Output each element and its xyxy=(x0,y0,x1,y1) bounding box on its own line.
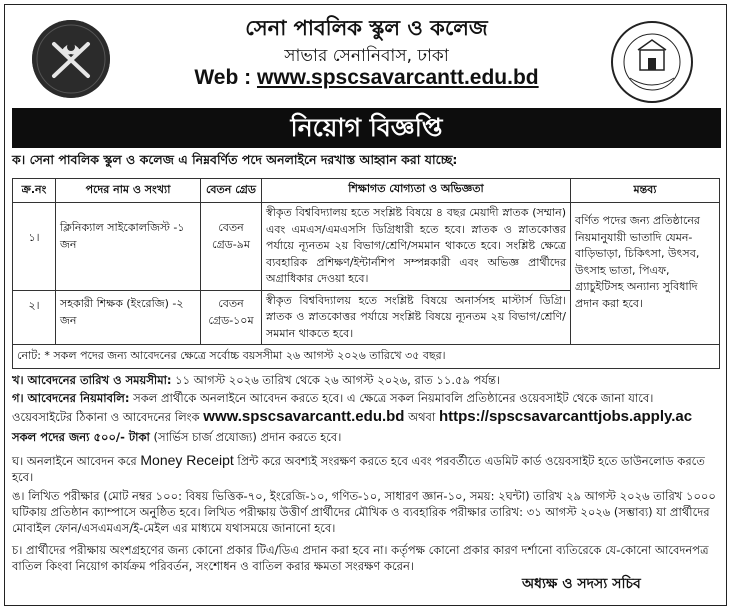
row-serial: ১। xyxy=(13,203,56,291)
row-grade: বেতন গ্রেড-১০ম xyxy=(201,290,262,345)
note-text: * সকল পদের জন্য আবেদনের ক্ষেত্রে সর্বোচ্চ বয়সসীমা ২৬ আগস্ট ২০২৬ তারিখে ৩৫ বছর। xyxy=(40,349,446,362)
row-grade: বেতন গ্রেড-৯ম xyxy=(201,203,262,291)
col-header-remarks: মন্তব্য xyxy=(571,179,720,203)
intro-text: ক। সেনা পাবলিক স্কুল ও কলেজ এ নিম্নবর্ণিত পদে অনলাইনে দরখাস্ত আহ্বান করা যাচ্ছে: xyxy=(12,152,458,167)
rules-text: সকল প্রার্থীকে অনলাইনে আবেদন করতে হবে। এ ক্ষেত্রে সকল নিয়মাবলি প্রতিষ্ঠানের ওয়েবসাইট থেকে জানা যাবে। xyxy=(129,391,654,405)
header xyxy=(0,0,733,106)
table-row xyxy=(13,203,720,291)
links-prefix: ওয়েবসাইটের ঠিকানা ও আবেদনের লিংক xyxy=(12,410,204,424)
website-link[interactable]: www.spscsavarcantt.edu.bd xyxy=(256,66,539,89)
school-logo xyxy=(610,20,694,104)
application-links xyxy=(12,409,720,425)
col-header-post: পদের নাম ও সংখ্যা xyxy=(56,179,201,203)
receipt-term: Money Receipt xyxy=(140,452,234,468)
application-rules xyxy=(12,390,720,406)
note-row xyxy=(13,345,720,369)
remarks-cell: বর্ণিত পদের জন্য প্রতিষ্ঠানের নিয়মানুযায়ী ভাতাদি যেমন- বাড়িভাড়া, চিকিৎসা, উৎসব, উৎসাহ ভাতা, পিএফ, গ্র্যাচুইটিসহ অন্যান্য সুবিধাদি প্রদান করা হবে। xyxy=(571,203,720,345)
col-header-qualification: শিক্ষাগত যোগ্যতা ও অভিজ্ঞতা xyxy=(262,179,571,203)
money-receipt-instruction xyxy=(12,452,720,485)
website-link-body[interactable]: www.spscsavarcantt.edu.bd xyxy=(203,408,405,425)
apply-link[interactable]: https://spscsavarcanttjobs.apply.ac xyxy=(438,408,693,425)
posts-table xyxy=(12,178,720,369)
col-header-grade: বেতন গ্রেড xyxy=(201,179,262,203)
row-serial: ২। xyxy=(13,290,56,345)
note-label: নোট: xyxy=(17,349,41,362)
links-or: অথবা xyxy=(404,410,439,424)
web-label: Web : xyxy=(194,66,257,89)
row-qualification: স্বীকৃত বিশ্ববিদ্যালয় হতে সংশ্লিষ্ট বিষয়ে অনার্সসহ মাস্টার্স ডিগ্রি। স্নাতক ও স্নাতকোত্তর পর্যায়ে সংশ্লিষ্ট বিষয়ে ন্যূনতম ২য় বিভাগ/শ্রেণি/সমমান থাকতে হবে। xyxy=(262,290,571,345)
col-header-serial: ক্র.নং xyxy=(13,179,56,203)
deadline-label: খ। আবেদনের তারিখ ও সময়সীমা: xyxy=(12,373,172,387)
row-post-name: ক্লিনিক্যাল সাইকোলজিস্ট -১ জন xyxy=(56,203,201,291)
row-qualification: স্বীকৃত বিশ্ববিদ্যালয় হতে সংশ্লিষ্ট বিষয়ে ৪ বছর মেয়াদী স্নাতক (সম্মান) এবং এমএস/এমএসসি ডিগ্রিধারী হতে হবে। স্নাতক ও স্নাতকোত্তর পর্যায়ে ন্যূনতম ২য় বিভাগ/শ্রেণি/সমমান থাকতে হবে। সংশ্লিষ্ট ক্ষেত্রে ব্যবহারিক প্রশিক্ষণ/ইন্টার্নশিপ সম্পন্নকারী এবং অভিজ্ঞ প্রার্থীদের অগ্রাধিকার দেওয়া হবে। xyxy=(262,203,571,291)
notice-banner: নিয়োগ বিজ্ঞপ্তি xyxy=(12,108,721,148)
exam-schedule: ঙ। লিখিত পরীক্ষার (মোট নম্বর ১০০: বিষয় ভিত্তিক-৭০, ইংরেজি-১০, গণিত-১০, সাধারণ জ্ঞান-১০, সময়: ২ঘন্টা) তারিখ ২৯ আগস্ট ২০২৬ তারিখ ১০০০ ঘটিকায় প্রতিষ্ঠান ক্যাম্পাসে অনুষ্ঠিত হবে। লিখিত পরীক্ষায় উত্তীর্ণ প্রার্থীদের মৌখিক ও ব্যবহারিক পরীক্ষার তারিখ: ৩১ আগস্ট ২০২৬ (সম্ভাব্য) যা প্রার্থীদের মোবাইল ফোন/এসএমএস/ই-মেইল এর মাধ্যমে যথাসময়ে জানানো হবে। xyxy=(12,489,716,535)
receipt-suffix: প্রিন্ট করে অবশ্যই সংরক্ষণ করতে হবে এবং পরবর্তীতে এডমিট কার্ড ওয়েবসাইট হতে ডাউনলোড করতে হবে। xyxy=(12,454,705,484)
table-header-row xyxy=(13,179,720,203)
fee-amount: সকল পদের জন্য ৫০০/- টাকা xyxy=(12,430,150,444)
terms-conditions: চ। প্রার্থীদের পরীক্ষায় অংশগ্রহণের জন্য কোনো প্রকার টিএ/ডিএ প্রদান করা হবে না। কর্তৃপক্ষ কোনো প্রকার কারণ দর্শানো ব্যতিরেকে যে-কোনো আবেদনপত্র বাতিল কিংবা নিয়োগ কার্যক্রম পরিবর্তন, সংশোধন ও বাতিল করার ক্ষমতা সংরক্ষণ করেন। xyxy=(12,543,709,573)
note-cell xyxy=(13,345,720,369)
institution-name: সেনা পাবলিক স্কুল ও কলেজ xyxy=(245,16,488,40)
application-deadline xyxy=(12,372,720,388)
institution-address: সাভার সেনানিবাস, ঢাকা xyxy=(284,46,449,66)
rules-label: গ। আবেদনের নিয়মাবলি: xyxy=(12,391,130,405)
row-post-name: সহকারী শিক্ষক (ইংরেজি) -২ জন xyxy=(56,290,201,345)
application-fee xyxy=(12,429,720,445)
fee-note: (সার্ভিস চার্জ প্রযোজ্য) প্রদান করতে হবে। xyxy=(149,430,342,444)
signature: অধ্যক্ষ ও সদস্য সচিব xyxy=(522,576,641,592)
receipt-prefix: ঘ। অনলাইনে আবেদন করে xyxy=(12,454,141,468)
deadline-text: ১১ আগস্ট ২০২৬ তারিখ থেকে ২৬ আগস্ট ২০২৬, রাত ১১.৫৯ পর্যন্ত। xyxy=(171,373,501,387)
